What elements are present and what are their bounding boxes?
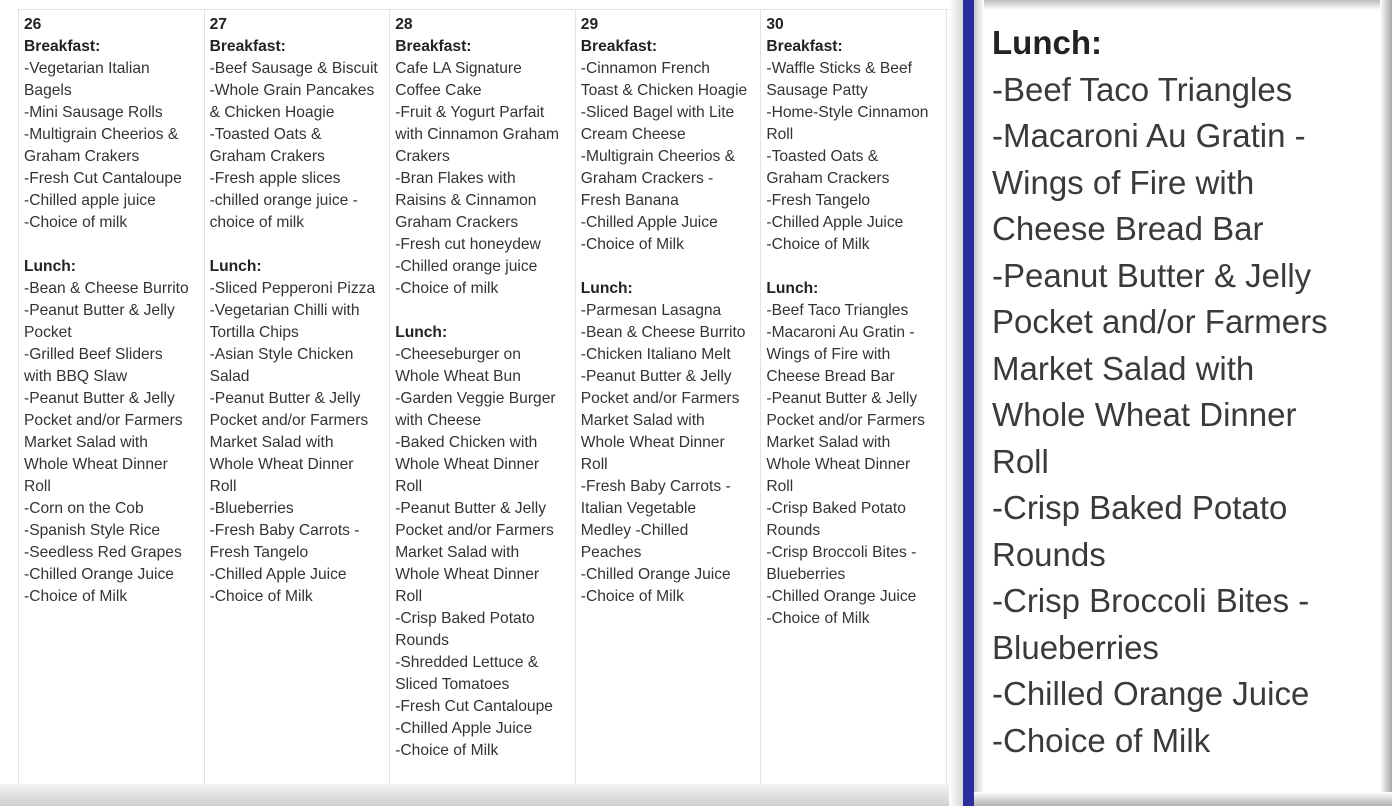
menu-item: Rounds: [992, 535, 1106, 573]
menu-item: -Seedless Red Grapes: [24, 544, 182, 561]
day-cell-27: [205, 10, 391, 786]
menu-item: -Fresh Baby Carrots -: [580, 478, 731, 495]
menu-item: -Peanut Butter & Jelly: [24, 302, 175, 319]
breakfast-list: [581, 58, 761, 256]
menu-item: Blueberries: [766, 566, 846, 583]
lunch-heading: Lunch:: [580, 280, 633, 297]
menu-item: Cream Cheese: [580, 126, 686, 143]
lunch-list: [766, 300, 946, 630]
menu-item: -Chilled Apple Juice: [580, 214, 718, 231]
zoomed-lunch-list: [992, 67, 1382, 765]
menu-item: -Sliced Pepperoni Pizza: [209, 280, 376, 297]
menu-item: -Asian Style Chicken: [209, 346, 354, 363]
menu-item: -Shredded Lettuce &: [395, 654, 539, 671]
menu-item: with Cheese: [395, 412, 481, 429]
menu-item: with BBQ Slaw: [24, 368, 128, 385]
menu-item: -Grilled Beef Sliders: [24, 346, 163, 363]
menu-item: -Choice of Milk: [766, 236, 870, 253]
menu-item: Market Salad with: [992, 349, 1255, 387]
lunch-heading: Lunch:: [209, 258, 262, 275]
menu-item: Blueberries: [992, 628, 1159, 666]
day-number: 28: [395, 16, 413, 33]
meal-separator: [210, 234, 390, 256]
lunch-heading: Lunch:: [395, 324, 448, 341]
menu-item: Peaches: [580, 544, 642, 561]
menu-item: Italian Vegetable: [580, 500, 697, 517]
menu-item: -Mini Sausage Rolls: [24, 104, 163, 121]
menu-item: -Macaroni Au Gratin -: [992, 117, 1306, 154]
calendar-week-row: [18, 9, 949, 787]
menu-item: -Chilled Orange Juice: [992, 675, 1310, 712]
breakfast-list: [766, 58, 946, 256]
menu-item: -Choice of Milk: [992, 721, 1211, 759]
menu-item: Cheese Bread Bar: [766, 368, 895, 385]
menu-item: Rounds: [395, 632, 449, 649]
menu-item: -Crisp Baked Potato: [766, 500, 906, 517]
lunch-heading: Lunch:: [766, 280, 819, 297]
menu-item: -Bean & Cheese Burrito: [24, 280, 189, 297]
menu-item: Graham Crackers: [766, 170, 890, 187]
menu-item: -Crisp Broccoli Bites -: [766, 544, 917, 561]
menu-item: -Choice of Milk: [209, 588, 313, 605]
menu-item: -Choice of Milk: [395, 742, 499, 759]
menu-item: Roll: [766, 478, 794, 495]
breakfast-list: [210, 58, 390, 234]
menu-item: -Chilled Orange Juice: [580, 566, 731, 583]
menu-item: Raisins & Cinnamon: [395, 192, 537, 209]
menu-item: Roll: [395, 588, 423, 605]
menu-item: -Peanut Butter & Jelly: [24, 390, 175, 407]
menu-item: Whole Wheat Dinner: [580, 434, 725, 451]
menu-item: Pocket and/or Farmers: [580, 390, 740, 407]
menu-item: Roll: [395, 478, 423, 495]
menu-item: -Baked Chicken with: [395, 434, 538, 451]
menu-item: -Choice of Milk: [24, 588, 128, 605]
menu-item: -Crisp Baked Potato: [395, 610, 535, 627]
bevel-edge-bottom: [974, 792, 1392, 806]
menu-item: Market Salad with: [209, 434, 334, 451]
menu-item: Whole Wheat Bun: [395, 368, 521, 385]
menu-item: -Choice of Milk: [766, 610, 870, 627]
menu-item: Sliced Tomatoes: [395, 676, 510, 693]
menu-item: Whole Wheat Dinner: [766, 456, 911, 473]
breakfast-list: [395, 58, 575, 300]
menu-item: Whole Wheat Dinner: [395, 456, 540, 473]
menu-item: -Peanut Butter & Jelly: [209, 390, 361, 407]
meal-separator: [766, 256, 946, 278]
menu-item: -Choice of Milk: [580, 236, 684, 253]
panel-shadow-bottom: [0, 784, 963, 806]
lunch-list: [210, 278, 390, 608]
menu-item: Fresh Tangelo: [209, 544, 309, 561]
menu-item: Roll: [992, 442, 1049, 480]
menu-item: -Waffle Sticks & Beef: [766, 60, 912, 77]
menu-item: Toast & Chicken Hoagie: [580, 82, 748, 99]
menu-item: -Spanish Style Rice: [24, 522, 161, 539]
zoomed-lunch-heading: Lunch:: [992, 24, 1102, 61]
menu-item: -Toasted Oats &: [209, 126, 322, 143]
menu-item: Roll: [209, 478, 237, 495]
menu-item: Graham Crakers: [209, 148, 325, 165]
menu-item: -Cheeseburger on: [395, 346, 521, 363]
menu-item: Cheese Bread Bar: [992, 210, 1264, 247]
menu-item: Medley -Chilled: [580, 522, 689, 539]
menu-item: Whole Wheat Dinner: [992, 396, 1297, 433]
breakfast-heading: Breakfast:: [395, 38, 472, 55]
menu-item: -Chilled Orange Juice: [24, 566, 174, 583]
bevel-edge-top: [974, 0, 1392, 10]
menu-item: -Chilled Orange Juice: [766, 588, 917, 605]
lunch-heading: Lunch:: [24, 258, 76, 275]
menu-item: -Choice of Milk: [580, 588, 684, 605]
menu-item: -Fresh cut honeydew: [395, 236, 541, 253]
menu-item: Graham Crackers -: [580, 170, 714, 187]
menu-item: -Peanut Butter & Jelly: [395, 500, 547, 517]
day-cell-28: [390, 10, 576, 786]
menu-item: -Peanut Butter & Jelly: [992, 256, 1312, 294]
menu-item: -Garden Veggie Burger: [395, 390, 556, 407]
menu-item: -Corn on the Cob: [24, 500, 144, 517]
menu-item: Wings of Fire with: [766, 346, 891, 363]
day-number: 26: [24, 16, 42, 33]
menu-item: -Home-Style Cinnamon: [766, 104, 929, 121]
menu-item: -Multigrain Cheerios &: [24, 126, 179, 143]
menu-item: Whole Wheat Dinner: [209, 456, 354, 473]
menu-item: Tortilla Chips: [209, 324, 299, 341]
breakfast-heading: Breakfast:: [209, 38, 286, 55]
menu-item: -Toasted Oats &: [766, 148, 879, 165]
menu-item: -Cinnamon French: [580, 60, 710, 77]
menu-item: -Peanut Butter & Jelly: [580, 368, 732, 385]
menu-item: Crakers: [395, 148, 450, 165]
lunch-list: [581, 300, 761, 608]
menu-item: choice of milk: [209, 214, 305, 231]
breakfast-heading: Breakfast:: [24, 38, 101, 55]
menu-item: Market Salad with: [580, 412, 705, 429]
menu-item: Market Salad with: [395, 544, 520, 561]
menu-item: Whole Wheat Dinner: [24, 456, 168, 473]
breakfast-list: [24, 58, 204, 234]
menu-item: Rounds: [766, 522, 821, 539]
menu-item: -Bran Flakes with: [395, 170, 516, 187]
menu-item: Coffee Cake: [395, 82, 482, 99]
menu-item: -Beef Sausage & Biscuit: [209, 60, 378, 77]
menu-item: Graham Crakers: [24, 148, 140, 165]
menu-item: -Vegetarian Chilli with: [209, 302, 360, 319]
day-number: 30: [766, 16, 784, 33]
menu-item: -Chilled apple juice: [24, 192, 156, 209]
menu-item: -Multigrain Cheerios &: [580, 148, 736, 165]
menu-item: -Fresh Baby Carrots -: [209, 522, 360, 539]
menu-item: -Fruit & Yogurt Parfait: [395, 104, 545, 121]
menu-item: Roll: [24, 478, 51, 495]
blue-divider-bar: [963, 0, 974, 806]
day-number: 29: [580, 16, 599, 33]
zoomed-lunch-panel: [974, 0, 1392, 806]
menu-item: -Macaroni Au Gratin -: [766, 324, 915, 341]
menu-item: Graham Crackers: [395, 214, 519, 231]
menu-item: Fresh Banana: [580, 192, 679, 209]
menu-item: Salad: [209, 368, 250, 385]
menu-item: -Sliced Bagel with Lite: [580, 104, 735, 121]
zoomed-lunch-text: [992, 20, 1382, 764]
breakfast-heading: Breakfast:: [766, 38, 843, 55]
menu-item: -Chilled Apple Juice: [766, 214, 904, 231]
menu-item: -Fresh Cut Cantaloupe: [395, 698, 553, 715]
menu-item: Cafe LA Signature: [395, 60, 522, 77]
menu-item: -Fresh Tangelo: [766, 192, 871, 209]
day-cell-29: [576, 10, 762, 786]
day-cell-26: [19, 10, 205, 786]
menu-item: Pocket: [24, 324, 72, 341]
menu-item: Pocket and/or Farmers: [766, 412, 925, 429]
menu-item: -Vegetarian Italian: [24, 60, 150, 77]
menu-item: -Fresh Cut Cantaloupe: [24, 170, 182, 187]
menu-item: -Crisp Broccoli Bites -: [992, 582, 1310, 619]
menu-item: -Peanut Butter & Jelly: [766, 390, 918, 407]
menu-item: Market Salad with: [24, 434, 148, 451]
menu-item: -chilled orange juice -: [209, 192, 358, 209]
breakfast-heading: Breakfast:: [580, 38, 658, 55]
menu-item: -Bean & Cheese Burrito: [580, 324, 746, 341]
menu-item: Market Salad with: [766, 434, 891, 451]
lunch-list: [395, 344, 575, 762]
day-cell-30: [761, 10, 947, 786]
meal-separator: [24, 234, 204, 256]
menu-item: -Choice of milk: [24, 214, 128, 231]
menu-item: Pocket and/or Farmers: [395, 522, 554, 539]
menu-item: Wings of Fire with: [992, 163, 1255, 201]
menu-item: -Beef Taco Triangles: [766, 302, 909, 319]
bevel-edge-left: [974, 0, 984, 806]
menu-item: Pocket and/or Farmers: [24, 412, 183, 429]
menu-item: Bagels: [24, 82, 72, 99]
panel-shadow-right: [949, 0, 963, 806]
menu-item: -Choice of milk: [395, 280, 499, 297]
menu-item: Pocket and/or Farmers: [992, 303, 1328, 340]
meal-separator: [581, 256, 761, 278]
menu-item: Sausage Patty: [766, 82, 868, 99]
meal-separator: [395, 300, 575, 322]
menu-item: -Chicken Italiano Melt: [580, 346, 731, 363]
menu-item: -Chilled Apple Juice: [209, 566, 347, 583]
day-number: 27: [209, 16, 227, 33]
menu-item: -Blueberries: [209, 500, 294, 517]
menu-item: -Crisp Baked Potato: [992, 489, 1288, 526]
menu-item: Whole Wheat Dinner: [395, 566, 540, 583]
menu-item: Roll: [580, 456, 608, 473]
menu-item: -Chilled Apple Juice: [395, 720, 533, 737]
lunch-list: [24, 278, 204, 608]
menu-item: -Fresh apple slices: [209, 170, 341, 187]
menu-item: Pocket and/or Farmers: [209, 412, 369, 429]
menu-item: -Beef Taco Triangles: [992, 70, 1293, 108]
menu-item: -Parmesan Lasagna: [580, 302, 722, 319]
menu-item: with Cinnamon Graham: [395, 126, 559, 143]
menu-item: -Whole Grain Pancakes: [209, 82, 375, 99]
menu-item: Roll: [766, 126, 794, 143]
menu-item: -Chilled orange juice: [395, 258, 538, 275]
menu-item: & Chicken Hoagie: [209, 104, 335, 121]
